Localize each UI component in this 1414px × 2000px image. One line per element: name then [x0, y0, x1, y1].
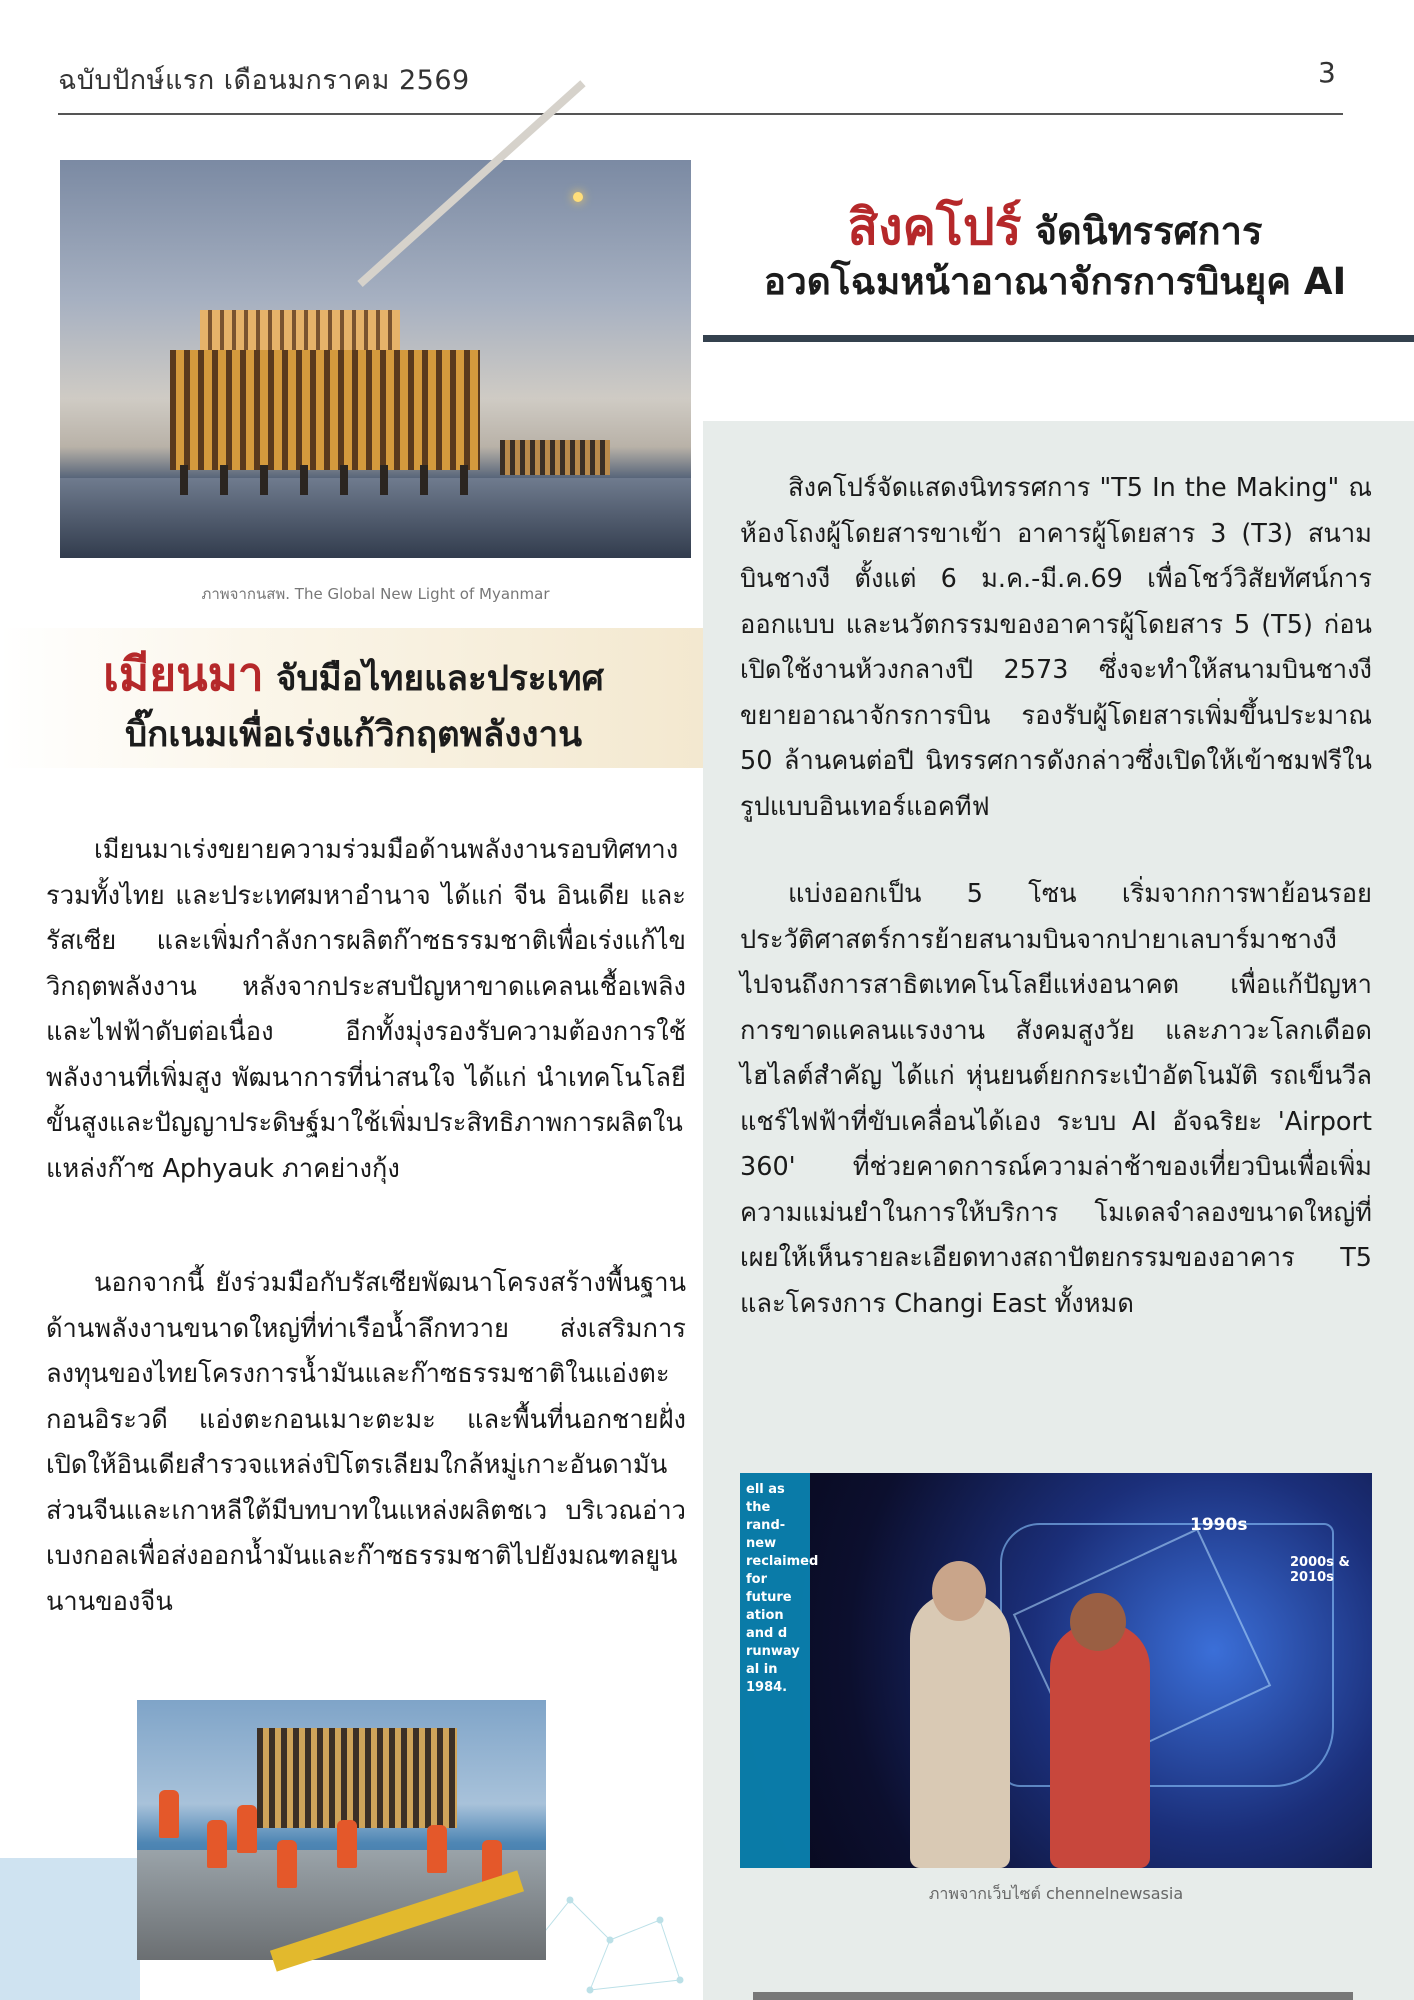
- singapore-article-paragraph-1: [740, 466, 1372, 830]
- myanmar-headline-rest: จับมือไทยและประเทศ: [275, 659, 604, 699]
- page-number: 3: [1318, 56, 1336, 89]
- exhibit-label-1990s: 1990s: [1190, 1515, 1248, 1535]
- exhibit-panel-text: ell as the rand-new reclaimed for future ation and d runway al in 1984.: [746, 1482, 819, 1695]
- myanmar-article-paragraph-1: [46, 828, 686, 1192]
- issue-label: ฉบับปักษ์แรก เดือนมกราคม 2569: [58, 65, 470, 96]
- paragraph-text: แบ่งออกเป็น 5 โซน เริ่มจากการพาย้อนรอยประวัติศาสตร์การย้ายสนามบินจากปายาเลบาร์มาชางงี ไปจนถึงการสาธิตเทคโนโลยีแห่งอนาคต เพื่อแก้ปัญหาการขาดแคลนแรงงาน สังคมสูงวัย และภาวะโลกเดือด ไฮไลต์สำคัญ ได้แก่ หุ่นยนต์ยกกระเป๋าอัตโนมัติ รถเข็นวีลแชร์ไฟฟ้าที่ขับเคลื่อนได้เอง ระบบ AI อัจฉริยะ 'Airport 360' ที่ช่วยคาดการณ์ความล่าช้าของเที่ยวบินเพื่อเพิ่มความแม่นยำในการให้บริการ โมเดลจำลองขนาดใหญ่ที่เผยให้เห็นรายละเอียดทางสถาปัตยกรรมของอาคาร T5 และโครงการ Changi East ทั้งหมด: [740, 879, 1372, 1319]
- offshore-gas-platform-photo: [60, 160, 691, 558]
- myanmar-article-paragraph-2: [46, 1261, 686, 1625]
- top-photo-caption: ภาพจากนสพ. The Global New Light of Myanmar: [201, 585, 550, 603]
- singapore-headline-rule: [703, 335, 1414, 342]
- paragraph-text: นอกจากนี้ ยังร่วมมือกับรัสเซียพัฒนาโครงสร้างพื้นฐานด้านพลังงานขนาดใหญ่ที่ท่าเรือน้ำลึกทวาย ส่งเสริมการลงทุนของไทยโครงการน้ำมันและก๊าซธรรมชาติในแอ่งตะกอนอิระวดี แอ่งตะกอนเมาะตะมะ และพื้นที่นอกชายฝั่ง เปิดให้อินเดียสำรวจแหล่งปิโตรเลียมใกล้หมู่เกาะอันดามัน ส่วนจีนและเกาหลีใต้มีบทบาทในแหล่งผลิตชเว บริเวณอ่าวเบงกอลเพื่อส่งออกน้ำมันและก๊าซธรรมชาติไปยังมณฑลยูนนานของจีน: [46, 1268, 686, 1617]
- paragraph-text: สิงคโปร์จัดแสดงนิทรรศการ "T5 In the Making" ณ ห้องโถงผู้โดยสารขาเข้า อาคารผู้โดยสาร 3 (T3) สนามบินชางงี ตั้งแต่ 6 ม.ค.-มี.ค.69 เพื่อโชว์วิสัยทัศน์การออกแบบ และนวัตกรรมของอาคารผู้โดยสาร 5 (T5) ก่อนเปิดใช้งานห้วงกลางปี 2573 ซึ่งจะทำให้สนามบินชางงีขยายอาณาจักรการบิน รองรับผู้โดยสารเพิ่มขึ้นประมาณ 50 ล้านคนต่อปี นิทรรศการดังกล่าวซึ่งเปิดให้เข้าชมฟรีในรูปแบบอินเทอร์แอคทีฟ: [740, 473, 1372, 822]
- singapore-headline-line2: อวดโฉมหน้าอาณาจักรการบินยุค AI: [763, 260, 1347, 303]
- myanmar-headline-line1: [0, 638, 707, 711]
- footer-bar: [753, 1992, 1353, 2000]
- singapore-headline-highlight: สิงคโปร์: [847, 198, 1022, 256]
- header-divider: [58, 113, 1343, 115]
- singapore-article-paragraph-2: [740, 872, 1372, 1327]
- myanmar-headline-line2: บิ๊กเนมเพื่อเร่งแก้วิกฤตพลังงาน: [124, 715, 583, 755]
- t5-exhibition-photo: [740, 1473, 1372, 1868]
- decorative-corner-block: [0, 1858, 140, 2000]
- myanmar-headline-highlight: เมียนมา: [103, 647, 264, 701]
- exhibit-label-2000s: 2000s & 2010s: [1290, 1555, 1350, 1585]
- paragraph-text: เมียนมาเร่งขยายความร่วมมือด้านพลังงานรอบทิศทาง รวมทั้งไทย และประเทศมหาอำนาจ ได้แก่ จีน อินเดีย และรัสเซีย และเพิ่มกำลังการผลิตก๊าซธรรมชาติเพื่อเร่งแก้ไขวิกฤตพลังงาน หลังจากประสบปัญหาขาดแคลนเชื้อเพลิง และไฟฟ้าดับต่อเนื่อง อีกทั้งมุ่งรองรับความต้องการใช้พลังงานที่เพิ่มสูง พัฒนาการที่น่าสนใจ ได้แก่ นำเทคโนโลยีขั้นสูงและปัญญาประดิษฐ์มาใช้เพิ่มประสิทธิภาพการผลิตในแหล่งก๊าซ Aphyauk ภาคย่างกุ้ง: [46, 835, 686, 1184]
- exhibition-photo-caption: ภาพจากเว็บไซต์ chennelnewsasia: [928, 1884, 1184, 1903]
- offshore-workers-photo: [137, 1700, 546, 1960]
- singapore-headline-rest: จัดนิทรรศการ: [1034, 209, 1263, 253]
